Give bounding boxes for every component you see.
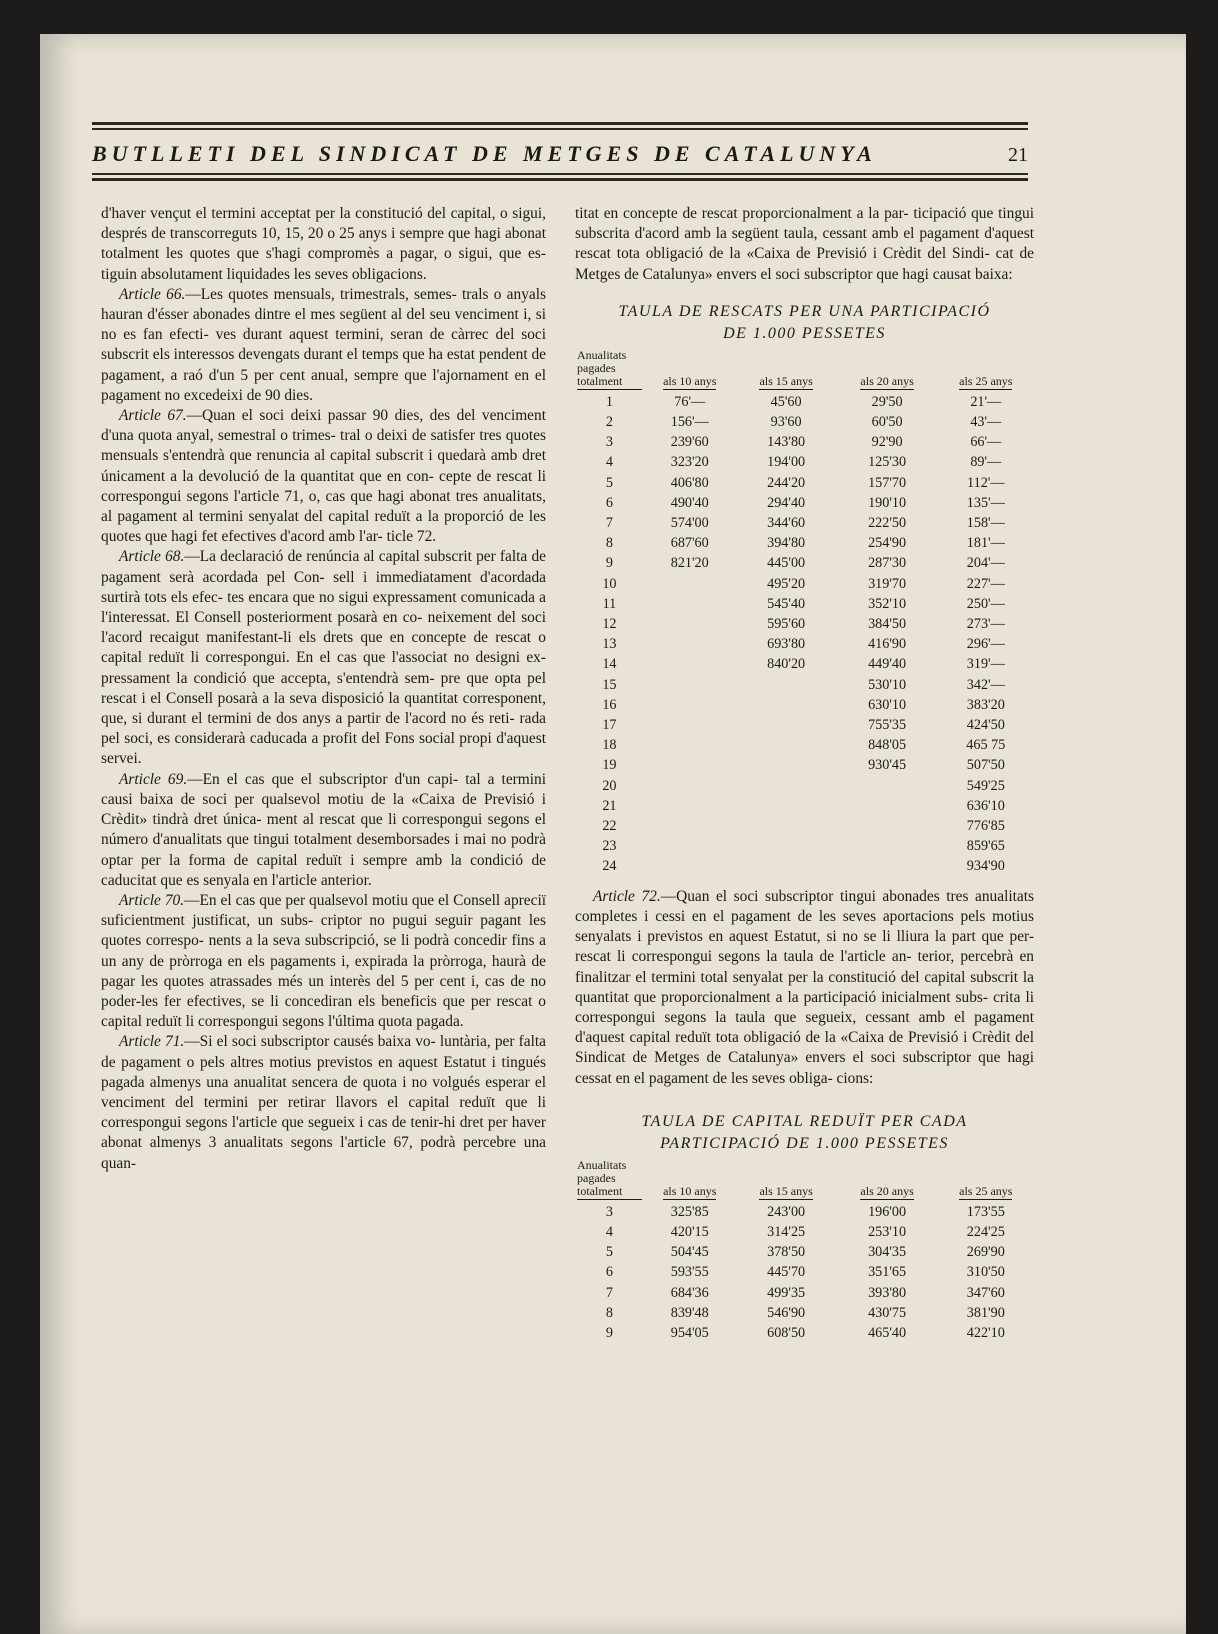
table-cell: 243'00: [767, 1203, 806, 1220]
table-cell: 181'—: [966, 535, 1005, 552]
table-row: [575, 412, 1034, 432]
table-cell: 422'10: [966, 1324, 1005, 1341]
table-cell: [644, 816, 736, 836]
table1-body: [575, 392, 1034, 877]
table2-header-label: als 25 anys: [959, 1183, 1013, 1198]
table-cell: 253'10: [868, 1223, 907, 1240]
table-row-label: 1: [605, 393, 613, 410]
left-column: [101, 204, 546, 1174]
table-cell: 92'90: [871, 434, 903, 451]
table-row-label: 6: [605, 494, 613, 511]
table-cell: 465'40: [868, 1324, 907, 1341]
table-row: [575, 634, 1034, 654]
article-69: [101, 770, 546, 891]
table-row: [575, 735, 1034, 755]
table2-header-label: als 10 anys: [663, 1183, 717, 1198]
table-row: [575, 1222, 1034, 1242]
article-67: [101, 406, 546, 547]
table2-header-cell: [837, 1159, 938, 1202]
table-cell: 76'—: [674, 393, 706, 410]
paragraph-continuation: titat en concepte de rescat proporcionalment a la par- ticipació que tingui subscrita d'acord amb la següent taula, cessant amb el pagament d'aquest rescat tota obligació de la «Caixa de Previsió i Crèdit del Sindi- cat de Metges de Catalunya» envers el soci subscriptor que hagi causat baixa:: [575, 205, 1034, 283]
table-cell: 416'90: [868, 636, 907, 653]
table1-caption-line2: DE 1.000 PESSETES: [723, 324, 886, 342]
table-cell: [644, 695, 736, 715]
table-cell: 296'—: [966, 636, 1005, 653]
table-cell: [736, 776, 837, 796]
table1-header-row: [575, 349, 1034, 392]
table-cell: [644, 675, 736, 695]
table-row-label: 18: [602, 737, 617, 754]
table-cell: [644, 776, 736, 796]
table-row-label: 8: [605, 535, 613, 552]
table-cell: [644, 755, 736, 775]
table-cell: 173'55: [966, 1203, 1005, 1220]
table-row-label: 24: [602, 858, 617, 875]
table-cell: 224'25: [966, 1223, 1005, 1240]
journal-title: BUTLLETI DEL SINDICAT DE METGES DE CATALUNYA: [92, 141, 877, 166]
table-cell: [736, 796, 837, 816]
table-cell: [837, 856, 938, 876]
table2-caption-line1: TAULA DE CAPITAL REDUÏT PER CADA: [641, 1112, 968, 1130]
table-row: [575, 1303, 1034, 1323]
table-row-label: 5: [605, 1244, 613, 1261]
table-row: [575, 392, 1034, 412]
table1-header-label: als 10 anys: [663, 373, 717, 388]
table-cell: [736, 695, 837, 715]
table-row-label: 5: [605, 474, 613, 491]
table-row: [575, 1283, 1034, 1303]
table-cell: 848'05: [868, 737, 907, 754]
table-row: [575, 1242, 1034, 1262]
table-cell: 157'70: [868, 474, 907, 491]
header-rule-bottom-2: [92, 178, 1028, 181]
table-cell: 314'25: [767, 1223, 806, 1240]
table-cell: 954'05: [670, 1324, 709, 1341]
table-cell: 43'—: [970, 414, 1002, 431]
table-cell: 420'15: [670, 1223, 709, 1240]
table-row: [575, 533, 1034, 553]
table-cell: 507'50: [966, 757, 1005, 774]
table-row: [575, 755, 1034, 775]
table-row: [575, 1202, 1034, 1222]
table2-header-label: Anualitats pagades totalment: [577, 1159, 642, 1200]
table1-header-cell: [575, 349, 644, 392]
table-cell: [644, 654, 736, 674]
table2-header-cell: [575, 1159, 644, 1202]
table-cell: 608'50: [767, 1324, 806, 1341]
table-cell: 269'90: [966, 1244, 1005, 1261]
article-71: [101, 1032, 546, 1173]
table-row-label: 10: [602, 575, 617, 592]
rescue-table: [575, 349, 1034, 877]
table-cell: 294'40: [767, 494, 806, 511]
table-row-label: 9: [605, 555, 613, 572]
table-row-label: 17: [602, 717, 617, 734]
table-row: [575, 654, 1034, 674]
article-label: Article 68.: [119, 548, 185, 566]
table-cell: 304'35: [868, 1244, 907, 1261]
table1-caption: [575, 301, 1034, 345]
table-row: [575, 452, 1034, 472]
table-row-label: 14: [602, 656, 617, 673]
table-cell: 156'—: [670, 414, 709, 431]
table-row: [575, 513, 1034, 533]
article-label: Article 67.: [119, 407, 187, 425]
table-cell: 310'50: [966, 1264, 1005, 1281]
table-cell: 158'—: [966, 515, 1005, 532]
right-column: [575, 204, 1034, 1343]
table-cell: 530'10: [868, 676, 907, 693]
table-cell: 776'85: [966, 818, 1005, 835]
table-row-label: 13: [602, 636, 617, 653]
table-cell: 143'80: [767, 434, 806, 451]
table-row: [575, 553, 1034, 573]
table-cell: 351'65: [868, 1264, 907, 1281]
running-header: [92, 122, 1028, 184]
table-row-label: 11: [602, 595, 617, 612]
table1-caption-line1: TAULA DE RESCATS PER UNA PARTICIPACIÓ: [618, 302, 991, 320]
table1-header-label: Anualitats pagades totalment: [577, 349, 642, 390]
paragraph-intro: [101, 204, 546, 285]
table-row: [575, 614, 1034, 634]
table-cell: [736, 675, 837, 695]
table-cell: 89'—: [970, 454, 1002, 471]
table-row: [575, 816, 1034, 836]
table2-header-label: als 20 anys: [860, 1183, 914, 1198]
table2-header-row: [575, 1159, 1034, 1202]
table-cell: 504'45: [670, 1244, 709, 1261]
table-cell: 347'60: [966, 1284, 1005, 1301]
article-text: —Quan el soci deixi passar 90 dies, des del venciment d'una quota anyal, semestral o trimes- tral o deixi de satisfer tres quotes mensuals s'entendrà que renuncia al capital subscrit i quedarà amb dret únicament a la devolució de la quantitat que en con- cepte de rescat li correspongui segons l'article 71, o, cas que hagi abonat tres anualitats, al pagament al termini senyalat del capital reduït a la proporció de les quotes que hagi fet efectives d'acord amb l'ar- ticle 72.: [101, 407, 546, 546]
table-cell: [644, 594, 736, 614]
table1-header-label: als 25 anys: [959, 373, 1013, 388]
table-row-label: 12: [602, 616, 617, 633]
table-cell: 227'—: [966, 575, 1005, 592]
table-cell: [644, 856, 736, 876]
table-cell: [644, 735, 736, 755]
table-cell: 546'90: [767, 1304, 806, 1321]
table-row-label: 7: [605, 515, 613, 532]
table2-caption-line2: PARTICIPACIÓ DE 1.000 PESSETES: [660, 1134, 949, 1152]
table-cell: 545'40: [767, 595, 806, 612]
table-cell: 323'20: [670, 454, 709, 471]
table-cell: [837, 836, 938, 856]
article-72: [575, 887, 1034, 1089]
table-row-label: 2: [605, 414, 613, 431]
table-cell: [837, 776, 938, 796]
table-cell: 574'00: [670, 515, 709, 532]
table-cell: 930'45: [868, 757, 907, 774]
table-cell: 684'36: [670, 1284, 709, 1301]
table-cell: 29'50: [871, 393, 903, 410]
table-cell: [736, 856, 837, 876]
table-cell: [736, 735, 837, 755]
table-cell: 394'80: [767, 535, 806, 552]
page-number: 21: [1008, 144, 1028, 166]
table-row: [575, 493, 1034, 513]
table-cell: 378'50: [767, 1244, 806, 1261]
paragraph-text: d'haver vençut el termini acceptat per la constitució del capital, o sigui, després de transcorreguts 10, 15, 20 o 25 anys i sempre que hagi abonat totalment les quotes que s'hagi compromès a pagar, o sigui, que es- tiguin absolutament liquidades les seves obligacions.: [101, 205, 546, 283]
table1-header-cell: [938, 349, 1034, 392]
table-cell: 222'50: [868, 515, 907, 532]
table-cell: 342'—: [966, 676, 1005, 693]
table-cell: 244'20: [767, 474, 806, 491]
table2-header-cell: [736, 1159, 837, 1202]
article-text: —En el cas que el subscriptor d'un capi- tal a termini causi baixa de soci per qualsevol motiu de la «Caixa de Previsió i Crèdit» tindrà dret única- ment al rescat que li correspongui segons el número d'anualitats que tingui totalment desemborsades i mai no podrà optar per la forma de capital reduït i sempre amb la condició de caducitat que es senyala en l'article anterior.: [101, 770, 547, 889]
article-66: [101, 285, 546, 406]
table-cell: [837, 816, 938, 836]
table-cell: 490'40: [670, 494, 709, 511]
table-cell: 60'50: [871, 414, 903, 431]
table1-header-label: als 20 anys: [860, 373, 914, 388]
table-cell: 499'35: [767, 1284, 806, 1301]
table-row-label: 4: [605, 454, 613, 471]
table-row: [575, 715, 1034, 735]
table-row-label: 19: [602, 757, 617, 774]
table1-header-label: als 15 anys: [759, 373, 813, 388]
table-cell: 424'50: [966, 717, 1005, 734]
table-cell: 135'—: [966, 494, 1005, 511]
table2-caption: [575, 1111, 1034, 1155]
table-cell: 319'—: [966, 656, 1005, 673]
table2-body: [575, 1202, 1034, 1343]
table-cell: 859'65: [966, 838, 1005, 855]
table-cell: 381'90: [966, 1304, 1005, 1321]
table-row: [575, 574, 1034, 594]
table-cell: 595'60: [767, 616, 806, 633]
table-cell: 319'70: [868, 575, 907, 592]
header-rule-bottom: [92, 173, 1028, 175]
table-cell: 465 75: [966, 737, 1006, 754]
table-row-label: 20: [602, 777, 617, 794]
table-cell: 593'55: [670, 1264, 709, 1281]
table-cell: 239'60: [670, 434, 709, 451]
table-cell: 190'10: [868, 494, 907, 511]
table-row-label: 4: [605, 1223, 613, 1240]
table-cell: 393'80: [868, 1284, 907, 1301]
table-cell: [736, 755, 837, 775]
table-cell: 325'85: [670, 1203, 709, 1220]
table-cell: 406'80: [670, 474, 709, 491]
table-cell: 821'20: [670, 555, 709, 572]
article-label: Article 69.: [119, 770, 188, 788]
table-cell: [644, 574, 736, 594]
table-cell: 495'20: [767, 575, 806, 592]
article-label: Article 71.: [119, 1033, 185, 1051]
table-cell: 549'25: [966, 777, 1005, 794]
table-row: [575, 836, 1034, 856]
article-68: [101, 547, 546, 769]
table-cell: 636'10: [966, 797, 1005, 814]
table-cell: [644, 836, 736, 856]
table-cell: 112'—: [967, 474, 1005, 491]
table-cell: [837, 796, 938, 816]
table2-header-label: als 15 anys: [759, 1183, 813, 1198]
table-row: [575, 856, 1034, 876]
table-cell: 125'30: [868, 454, 907, 471]
table1-header-cell: [644, 349, 736, 392]
table-cell: 273'—: [966, 616, 1005, 633]
table-row: [575, 594, 1034, 614]
table-row-label: 21: [602, 797, 617, 814]
table-cell: 250'—: [966, 595, 1005, 612]
table-row: [575, 1262, 1034, 1282]
table-cell: [736, 715, 837, 735]
table-cell: 755'35: [868, 717, 907, 734]
article-70: [101, 891, 546, 1032]
table2-header-cell: [644, 1159, 736, 1202]
table-cell: 840'20: [767, 656, 806, 673]
table-cell: 45'60: [770, 393, 802, 410]
header-rule-top-2: [92, 128, 1028, 130]
table-row: [575, 675, 1034, 695]
reduced-capital-table: [575, 1159, 1034, 1343]
article-text: —En el cas que per qualsevol motiu que el Consell apreciï suficientment justificat, un subs- criptor no pugui seguir pagant les quotes correspo- nents a la seva subscripció, se li podrà concedir fins a un any de pròrroga en els pagaments i, expirada la pròrroga, haurà de pagar les quotes atrassades més un interès del 5 per cent i, cas de no poder-les fer efectives, se li concediran els beneficis que per rescat o capital reduït li correspongui segons l'última quota pagada.: [101, 891, 547, 1031]
header-row: [92, 133, 1028, 173]
table-cell: 254'90: [868, 535, 907, 552]
table-cell: [644, 715, 736, 735]
table-row-label: 6: [605, 1264, 613, 1281]
table-cell: [736, 836, 837, 856]
table-cell: 430'75: [868, 1304, 907, 1321]
table-row-label: 23: [602, 838, 617, 855]
article-label: Article 66.: [119, 285, 186, 303]
table-cell: 194'00: [767, 454, 806, 471]
table-row: [575, 695, 1034, 715]
table-cell: 383'20: [966, 696, 1005, 713]
table1-header-cell: [736, 349, 837, 392]
table-row-label: 8: [605, 1304, 613, 1321]
table-row: [575, 1323, 1034, 1343]
table-row-label: 15: [602, 676, 617, 693]
table-row-label: 9: [605, 1324, 613, 1341]
table-cell: [644, 614, 736, 634]
table-cell: 196'00: [868, 1203, 907, 1220]
table-row-label: 3: [605, 434, 613, 451]
article-text: —Si el soci subscriptor causés baixa vo- luntària, per falta de pagament o pels altres motius previstos en aquest Estatut i tingués pagada almenys una anualitat sencera de quota i no volgués esperar el venciment del termini per retirar llavors el capital reduït que li correspongui segons l'article que segueix i cas de tenir-hi dret per haver abonat almenys 3 anualitats segons l'article 67, podrà percebre una quan-: [101, 1033, 546, 1172]
table-cell: 449'40: [868, 656, 907, 673]
table-cell: 630'10: [868, 696, 907, 713]
table-row: [575, 776, 1034, 796]
table-cell: 21'—: [970, 393, 1002, 410]
table-cell: 687'60: [670, 535, 709, 552]
article-label: Article 70.: [119, 891, 185, 909]
table-row-label: 7: [605, 1284, 613, 1301]
table-cell: 204'—: [966, 555, 1005, 572]
table-row: [575, 796, 1034, 816]
table-cell: [644, 796, 736, 816]
table-cell: 287'30: [868, 555, 907, 572]
table-cell: 352'10: [868, 595, 907, 612]
table-row: [575, 432, 1034, 452]
table2-header-cell: [938, 1159, 1034, 1202]
article-text: —Les quotes mensuals, trimestrals, semes- trals o anyals hauran d'ésser abonades dintre el mes següent al del seu venciment i, si no es fan efecti- ves durant aquest termini, seran de càrrec del soci subscrit els interessos devengats durant el temps que ha estat pendent de pagament, a raó d'un 5 per cent anual, sempre que l'ajornament en el pagament no excedeixi de 90 dies.: [101, 285, 546, 404]
table-cell: 693'80: [767, 636, 806, 653]
table-cell: [644, 634, 736, 654]
table-cell: 384'50: [868, 616, 907, 633]
table-cell: 93'60: [770, 414, 802, 431]
table-cell: 934'90: [966, 858, 1005, 875]
table-cell: [736, 816, 837, 836]
article-text: —Quan el soci subscriptor tingui abonades tres anualitats completes i cessi en el pagament de les seves aportacions pels motius senyalats i previstos en aquest Estatut, si no se li lliura la part que per- rescat li correspongui segons la taula de l'article an- terior, percebrà en finalitzar el termini total senyalat per la constitució del capital subscrit la quantitat que proporcionalment a la participació inicialment subs- crita li correspongui segons la taula que segueix, cessant amb el pagament d'aquest capital reduït tota obligació de la «Caixa de Previsió i Crèdit del Sindicat de Metges de Catalunya» envers el soci subscriptor que hagi cessat en el pagament de les seves obliga- cions:: [575, 887, 1034, 1087]
header-rule-top: [92, 122, 1028, 125]
table-row: [575, 473, 1034, 493]
table-cell: 344'60: [767, 515, 806, 532]
article-text: —La declaració de renúncia al capital subscrit per falta de pagament serà acordada pel Con- sell i immediatament d'acordada surtirà tots els efec- tes encara que no sigui expressament comunicada a l'interessat. El Consell posteriorment posarà en co- neixement del soci l'acord recaigut manifestant-li els drets que en concepte de rescat o capital reduït li correspongui. En el cas que l'associat no designi ex- pressament la condició que accepta, s'entendrà sem- pre que opta pel rescat i el Consell posarà a la seva disposició la quantitat corresponent, que, si durant el termini de dos anys a partir de l'acord no és reti- rada pel soci, es considerarà caducada a profit del Fons social propi d'aquest servei.: [101, 548, 546, 768]
table-cell: 445'00: [767, 555, 806, 572]
table-cell: 445'70: [767, 1264, 806, 1281]
table1-header-cell: [837, 349, 938, 392]
table-row-label: 16: [602, 696, 617, 713]
table-row-label: 22: [602, 818, 617, 835]
table-cell: 839'48: [670, 1304, 709, 1321]
table-cell: 66'—: [970, 434, 1002, 451]
table-row-label: 3: [605, 1203, 613, 1220]
article-label: Article 72.: [593, 887, 661, 905]
